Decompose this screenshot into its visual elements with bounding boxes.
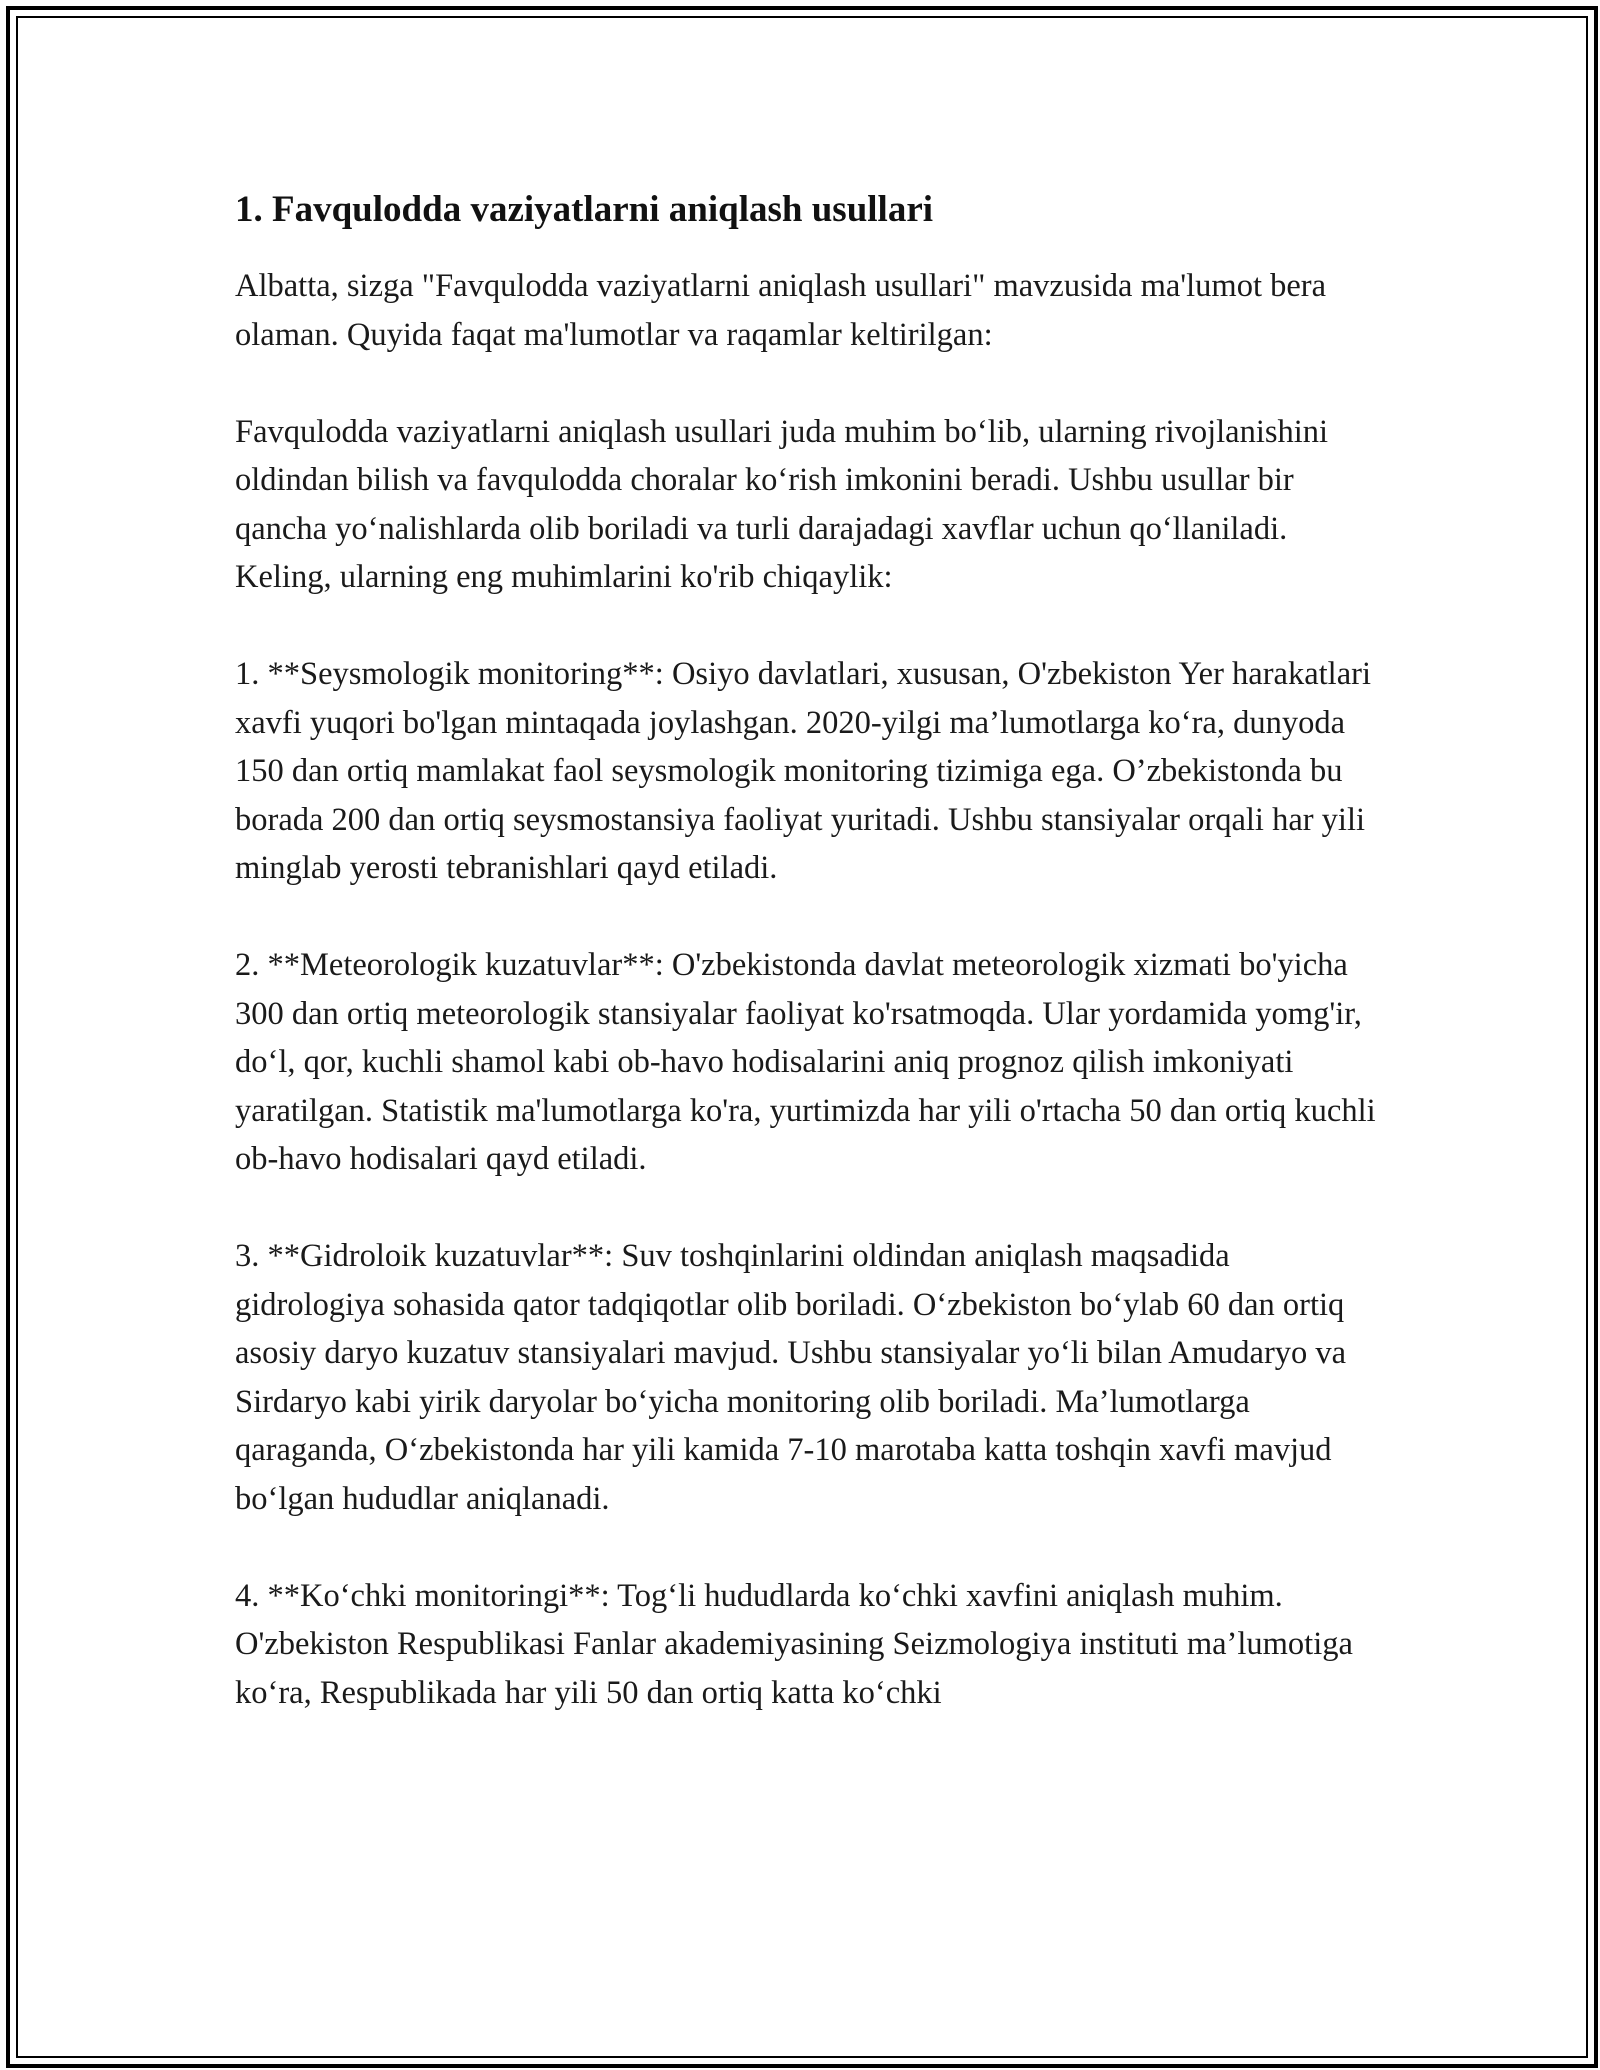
paragraph-overview: Favqulodda vaziyatlarni aniqlash usullari juda muhim bo‘lib, ularning rivojlanishini oldindan bilish va favqulodda choralar ko‘rish imkonini beradi. Ushbu usullar bir qancha yo‘nalishlarda olib boriladi va turli darajadagi xavflar uchun qo‘llaniladi. Keling, ularning eng muhimlarini ko'rib chiqaylik:: [235, 413, 1329, 595]
document-body: [235, 186, 1385, 1766]
paragraph-landslide: 4. **Ko‘chki monitoringi**: Tog‘li hududlarda ko‘chki xavfini aniqlash muhim. O'zbekiston Respublikasi Fanlar akademiyasining Seizmologiya instituti ma’lumotiga ko‘ra, Respublikada har yili 50 dan ortiq katta ko‘chki: [235, 1577, 1353, 1711]
paragraph-intro: Albatta, sizga "Favqulodda vaziyatlarni aniqlash usullari" mavzusida ma'lumot bera olaman. Quyida faqat ma'lumotlar va raqamlar keltirilgan:: [235, 268, 1327, 353]
paragraph-hydrological: 3. **Gidroloik kuzatuvlar**: Suv toshqinlarini oldindan aniqlash maqsadida gidrologiya sohasida qator tadqiqotlar olib boriladi. O‘zbekiston bo‘ylab 60 dan ortiq asosiy daryo kuzatuv stansiyalari mavjud. Ushbu stansiyalar yo‘li bilan Amudaryo va Sirdaryo kabi yirik daryolar bo‘yicha monitoring olib boriladi. Ma’lumotlarga qaraganda, O‘zbekistonda har yili kamida 7-10 marotaba katta toshqin xavfi mavjud bo‘lgan hududlar aniqlanadi.: [235, 1238, 1347, 1517]
document-title: 1. Favqulodda vaziyatlarni aniqlash usullari: [235, 189, 934, 230]
paragraph-meteorological: 2. **Meteorologik kuzatuvlar**: O'zbekistonda davlat meteorologik xizmati bo'yicha 300 dan ortiq meteorologik stansiyalar faoliyat ko'rsatmoqda. Ular yordamida yomg'ir, do‘l, qor, kuchli shamol kabi ob-havo hodisalarini aniq prognoz qilish imkoniyati yaratilgan. Statistik ma'lumotlarga ko'ra, yurtimizda har yili o'rtacha 50 dan ortiq kuchli ob-havo hodisalari qayd etiladi.: [235, 947, 1376, 1177]
paragraph-seismological: 1. **Seysmologik monitoring**: Osiyo davlatlari, xususan, O'zbekiston Yer harakatlari xavfi yuqori bo'lgan mintaqada joylashgan. 2020-yilgi ma’lumotlarga ko‘ra, dunyoda 150 dan ortiq mamlakat faol seysmologik monitoring tizimiga ega. O’zbekistonda bu borada 200 dan ortiq seysmostansiya faoliyat yuritadi. Ushbu stansiyalar orqali har yili minglab yerosti tebranishlari qayd etiladi.: [235, 656, 1371, 886]
